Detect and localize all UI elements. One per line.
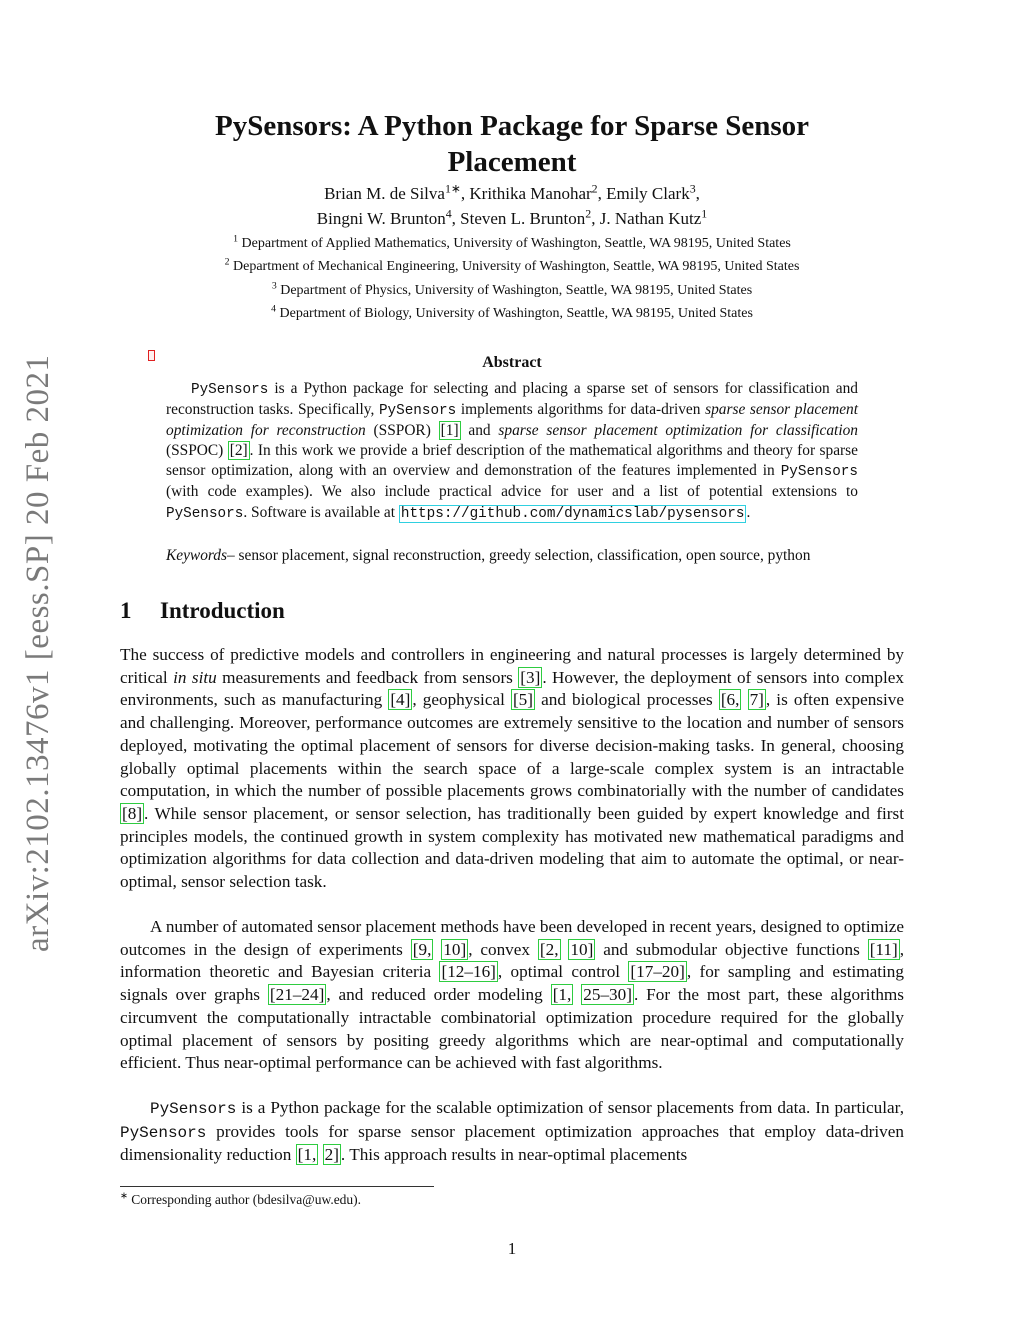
abstract-text: (with code examples). We also include practical advice for user and a list of potential extensions to: [166, 483, 858, 501]
body-text: . While sensor placement, or sensor selection, has traditionally been guided by expert knowledge and first principles models, the continued growth in system complexity has motivated new mathematical paradigms and optimization algorithms for data collection and data-driven modeling that aim to automate the optimal, or near-optimal, sensor selection task.: [120, 803, 904, 892]
keywords-text: – sensor placement, signal reconstruction, greedy selection, classification, open source, python: [227, 547, 811, 564]
abstract-italic: sparse sensor placement optimization for reconstruction: [166, 401, 859, 440]
body-text: , information theoretic and Bayesian criteria: [120, 939, 904, 982]
citation-link[interactable]: [5]: [512, 690, 533, 710]
keywords-label: Keywords: [166, 547, 227, 564]
body-italic: in situ: [173, 667, 217, 687]
citation-link[interactable]: 25–30]: [583, 985, 632, 1005]
section-heading: [120, 598, 285, 624]
body-text: , geophysical: [412, 690, 511, 710]
footnote-text: Corresponding author (bdesilva@uw.edu).: [127, 1192, 362, 1207]
citation-link[interactable]: 7]: [749, 690, 764, 710]
affiliation: [120, 256, 904, 275]
abstract-text: . In this work we provide a brief description of the mathematical algorithms and theory for sparse sensor optimization, along with an overview and demonstration of the features implemented in: [166, 442, 858, 480]
author-sup: 2: [591, 181, 598, 196]
affiliation: [120, 233, 904, 252]
citation-link[interactable]: [2,: [539, 939, 559, 959]
affiliation: [120, 280, 904, 299]
affiliation-sup: 1: [233, 233, 239, 245]
citation-link[interactable]: [6,: [720, 690, 740, 710]
author-sup: 2: [585, 206, 592, 221]
body-text: . However, the deployment of sensors into complex environments, such as manufacturing: [120, 667, 904, 710]
title-line-2: Placement: [447, 146, 577, 178]
author-name: Krithika Manohar: [469, 184, 592, 203]
intro-paragraph-2: [120, 916, 904, 1075]
title-line-1: PySensors: A Python Package for Sparse Sensor: [215, 110, 809, 142]
intro-paragraph-3: [120, 1097, 904, 1167]
affiliation-text: Department of Mechanical Engineering, University of Washington, Seattle, WA 98195, United States: [233, 259, 800, 274]
github-url-link[interactable]: https://github.com/dynamicslab/pysensors: [400, 505, 745, 522]
author-name: Brian M. de Silva: [324, 184, 445, 203]
citation-link[interactable]: 10]: [570, 939, 594, 959]
citation-link[interactable]: 10]: [443, 939, 467, 959]
body-text: provides tools for sparse sensor placement optimization approaches that employ data-driven dimensionality reduction: [120, 1121, 904, 1165]
author-line-2: Bingni W. Brunton$^4$, Steven L. Brunton$^2$, J. Nathan Kutz$^1$: [316, 206, 708, 228]
body-text: and submodular objective functions: [595, 939, 868, 959]
body-text: The success of predictive models and controllers in engineering and natural processes is largely determined by critical: [120, 645, 904, 687]
author-sup: 1∗: [444, 181, 461, 196]
abstract-text: implements algorithms for data-driven: [456, 401, 706, 419]
body-text: , convex: [468, 939, 538, 959]
citation-link[interactable]: [3]: [520, 667, 541, 687]
body-text: . This approach results in near-optimal placements: [340, 1145, 688, 1165]
body-text: A number of automated sensor placement methods have been developed in recent years, designed to optimize outcomes in the design of experiments: [120, 917, 904, 959]
citation-link[interactable]: [4]: [390, 690, 411, 710]
citation-link[interactable]: 2]: [324, 1145, 339, 1165]
footnote: [120, 1192, 361, 1208]
abstract-text: is a Python package for selecting and placing a sparse set of sensors for classification and reconstruction tasks. Specifically,: [166, 380, 858, 419]
section-title: Introduction: [160, 598, 285, 623]
body-text: , is often expensive and challenging. Moreover, performance outcomes are extremely sensitive to the location and number of sensors deployed, motivating the optimal placement of sensors for diverse decision-making tasks. In general, choosing globally optimal placements within the search space of a large-scale complex system is an intractable computation, in which the number of possible placements grows combinatorially with the number of candidates: [120, 690, 904, 801]
section-number: 1: [120, 598, 132, 623]
package-name: PySensors: [780, 464, 858, 481]
author-line-1: Brian M. de Silva$^{1∗}$, Krithika Manohar$^2$, Emily Clark$^3$,: [324, 181, 700, 203]
intro-paragraph-1: [120, 644, 904, 894]
abstract-text: and: [460, 422, 499, 440]
package-name: PySensors: [120, 1123, 207, 1142]
author-sup: 3: [689, 181, 696, 196]
affiliation-text: Department of Applied Mathematics, University of Washington, Seattle, WA 98195, United States: [241, 236, 791, 251]
page-number: 1: [507, 1239, 517, 1258]
abstract-body: [166, 379, 858, 524]
author-name: Bingni W. Brunton: [316, 209, 446, 228]
citation-link[interactable]: [1,: [297, 1145, 317, 1165]
abstract-text: (SSPOR): [365, 422, 439, 440]
package-name: PySensors: [150, 1100, 237, 1118]
affiliation-text: Department of Physics, University of Washington, Seattle, WA 98195, United States: [280, 283, 753, 298]
citation-link[interactable]: [17–20]: [630, 962, 685, 982]
affiliation: [120, 303, 904, 322]
body-text: , for sampling and estimating signals over graphs: [120, 962, 904, 1005]
author-name: Steven L. Brunton: [460, 209, 586, 228]
body-text: , optimal control: [497, 962, 629, 982]
abstract-text: . Software is available at: [243, 503, 399, 521]
affiliation-sup: 2: [224, 256, 230, 268]
citation-link[interactable]: [2]: [229, 442, 248, 460]
citation-link[interactable]: [12–16]: [441, 962, 496, 982]
author-name: J. Nathan Kutz: [599, 209, 702, 228]
affiliation-sup: 4: [271, 303, 276, 315]
citation-link[interactable]: [9,: [412, 939, 432, 959]
body-text: . For the most part, these algorithms circumvent the computationally intractable combinatorial optimization procedure required for the globally optimal placement of sensors by positing greedy algorithms which are near-optimal and computationally efficient. Thus near-optimal performance can be achieved with fast algorithms.: [120, 985, 904, 1073]
citation-link[interactable]: [8]: [122, 803, 143, 823]
affiliation-sup: 3: [271, 280, 277, 292]
citation-link[interactable]: [1,: [552, 985, 572, 1005]
author-name: Emily Clark: [606, 184, 690, 203]
abstract-text: (SSPOC): [166, 442, 228, 460]
body-text: , and reduced order modeling: [326, 985, 551, 1005]
keywords: [166, 546, 858, 566]
package-name: PySensors: [166, 505, 244, 522]
abstract-text: .: [746, 503, 751, 521]
affiliation-text: Department of Biology, University of Washington, Seattle, WA 98195, United States: [279, 306, 753, 321]
citation-link[interactable]: [21–24]: [269, 985, 325, 1005]
footnote-rule: [120, 1186, 434, 1187]
body-text: and biological processes: [535, 690, 719, 710]
citation-link[interactable]: [11]: [869, 939, 898, 959]
paper-title: [120, 108, 904, 180]
body-text: is a Python package for the scalable optimization of sensor placements from data. In particular,: [236, 1098, 904, 1117]
footnote-mark: ∗: [120, 1191, 128, 1202]
abstract-heading: Abstract: [482, 354, 542, 371]
package-name: PySensors: [378, 403, 457, 420]
arxiv-identifier: arXiv:2102.13476v1 [eess.SP] 20 Feb 2021: [20, 354, 56, 952]
package-name: PySensors: [191, 382, 269, 398]
author-sup: 4: [445, 206, 452, 221]
body-text: measurements and feedback from sensors: [216, 667, 519, 687]
citation-link[interactable]: [1]: [440, 422, 459, 440]
author-sup: 1: [701, 206, 708, 221]
abstract-italic: sparse sensor placement optimization for classification: [498, 422, 858, 440]
